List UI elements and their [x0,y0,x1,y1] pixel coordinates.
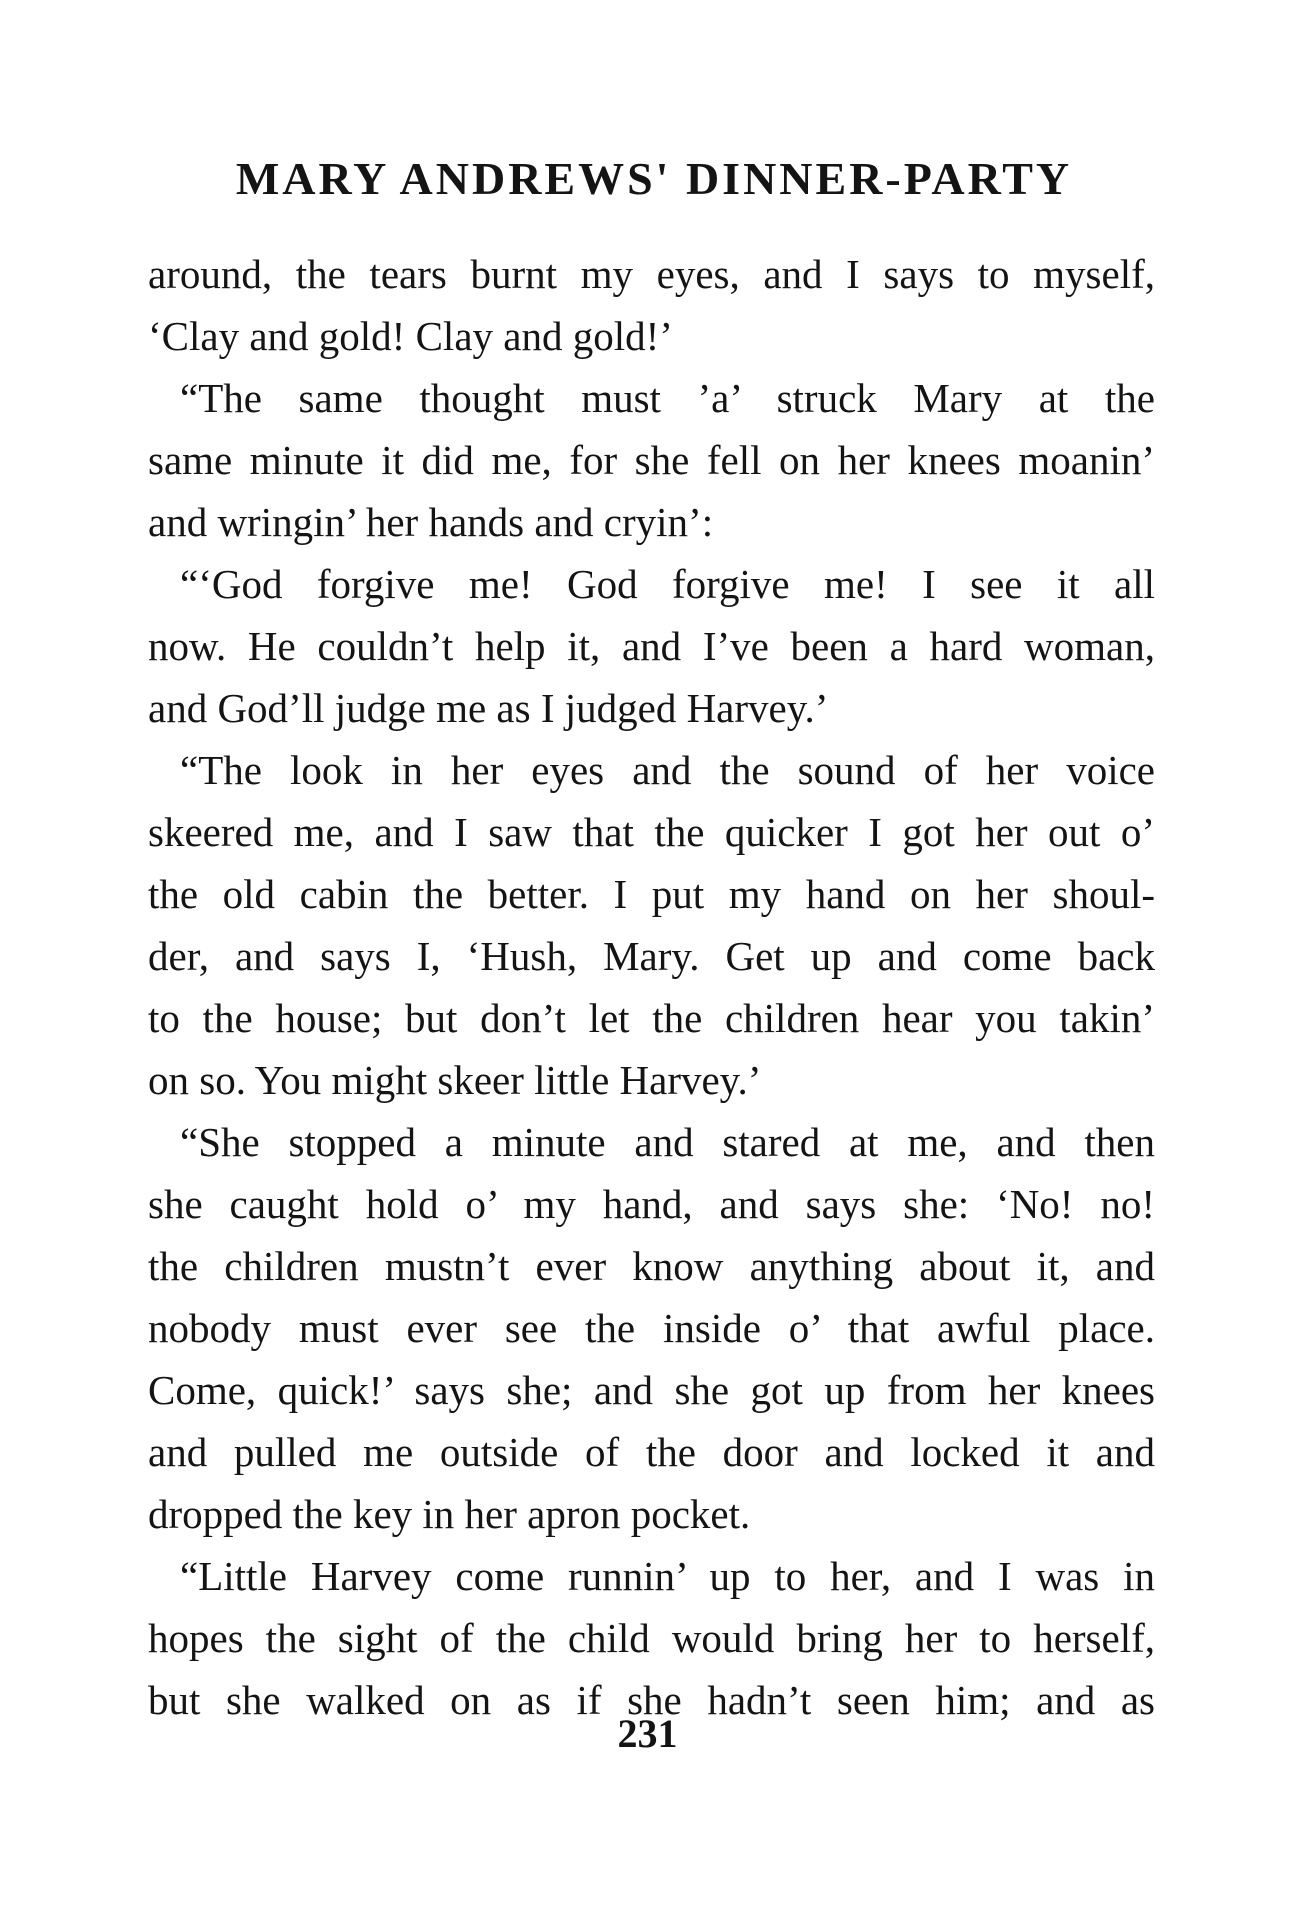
text-line: hopes the sight of the child would bring her to herself, [148,1615,1155,1661]
text-line: now. He couldn’t help it, and I’ve been a hard woman, [148,623,1155,669]
text-line: “‘God forgive me! God forgive me! I see it all [180,561,1155,607]
text-line: on so. You might skeer little Harvey.’ [148,1057,762,1103]
text-line: “The same thought must ’a’ struck Mary at the [180,375,1155,421]
text-line: der, and says I, ‘Hush, Mary. Get up and come back [148,933,1155,979]
text-line: nobody must ever see the inside o’ that awful place. [148,1305,1155,1351]
text-line: and God’ll judge me as I judged Harvey.’ [148,685,829,731]
page-number: 231 [617,1711,678,1756]
text-line: but she walked on as if she hadn’t seen him; and as [148,1677,1155,1723]
running-head: MARY ANDREWS' DINNER-PARTY [235,153,1073,204]
text-line: “She stopped a minute and stared at me, and then [180,1119,1155,1165]
text-line: and pulled me outside of the door and locked it and [148,1429,1155,1475]
text-line: ‘Clay and gold! Clay and gold!’ [148,313,673,359]
text-line: dropped the key in her apron pocket. [148,1491,751,1537]
text-line: around, the tears burnt my eyes, and I says to myself, [148,251,1155,297]
body-text [148,243,1155,1731]
text-line: to the house; but don’t let the children hear you takin’ [148,995,1155,1041]
text-line: “Little Harvey come runnin’ up to her, and I was in [180,1553,1155,1599]
text-line: Come, quick!’ says she; and she got up from her knees [148,1367,1155,1413]
text-line: and wringin’ her hands and cryin’: [148,499,714,545]
text-line: the old cabin the better. I put my hand on her shoul- [148,871,1155,917]
text-line: the children mustn’t ever know anything about it, and [148,1243,1155,1289]
text-line: she caught hold o’ my hand, and says she: ‘No! no! [148,1181,1155,1227]
text-line: “The look in her eyes and the sound of her voice [180,747,1155,793]
text-line: skeered me, and I saw that the quicker I got her out o’ [148,809,1155,855]
text-line: same minute it did me, for she fell on her knees moanin’ [148,437,1155,483]
